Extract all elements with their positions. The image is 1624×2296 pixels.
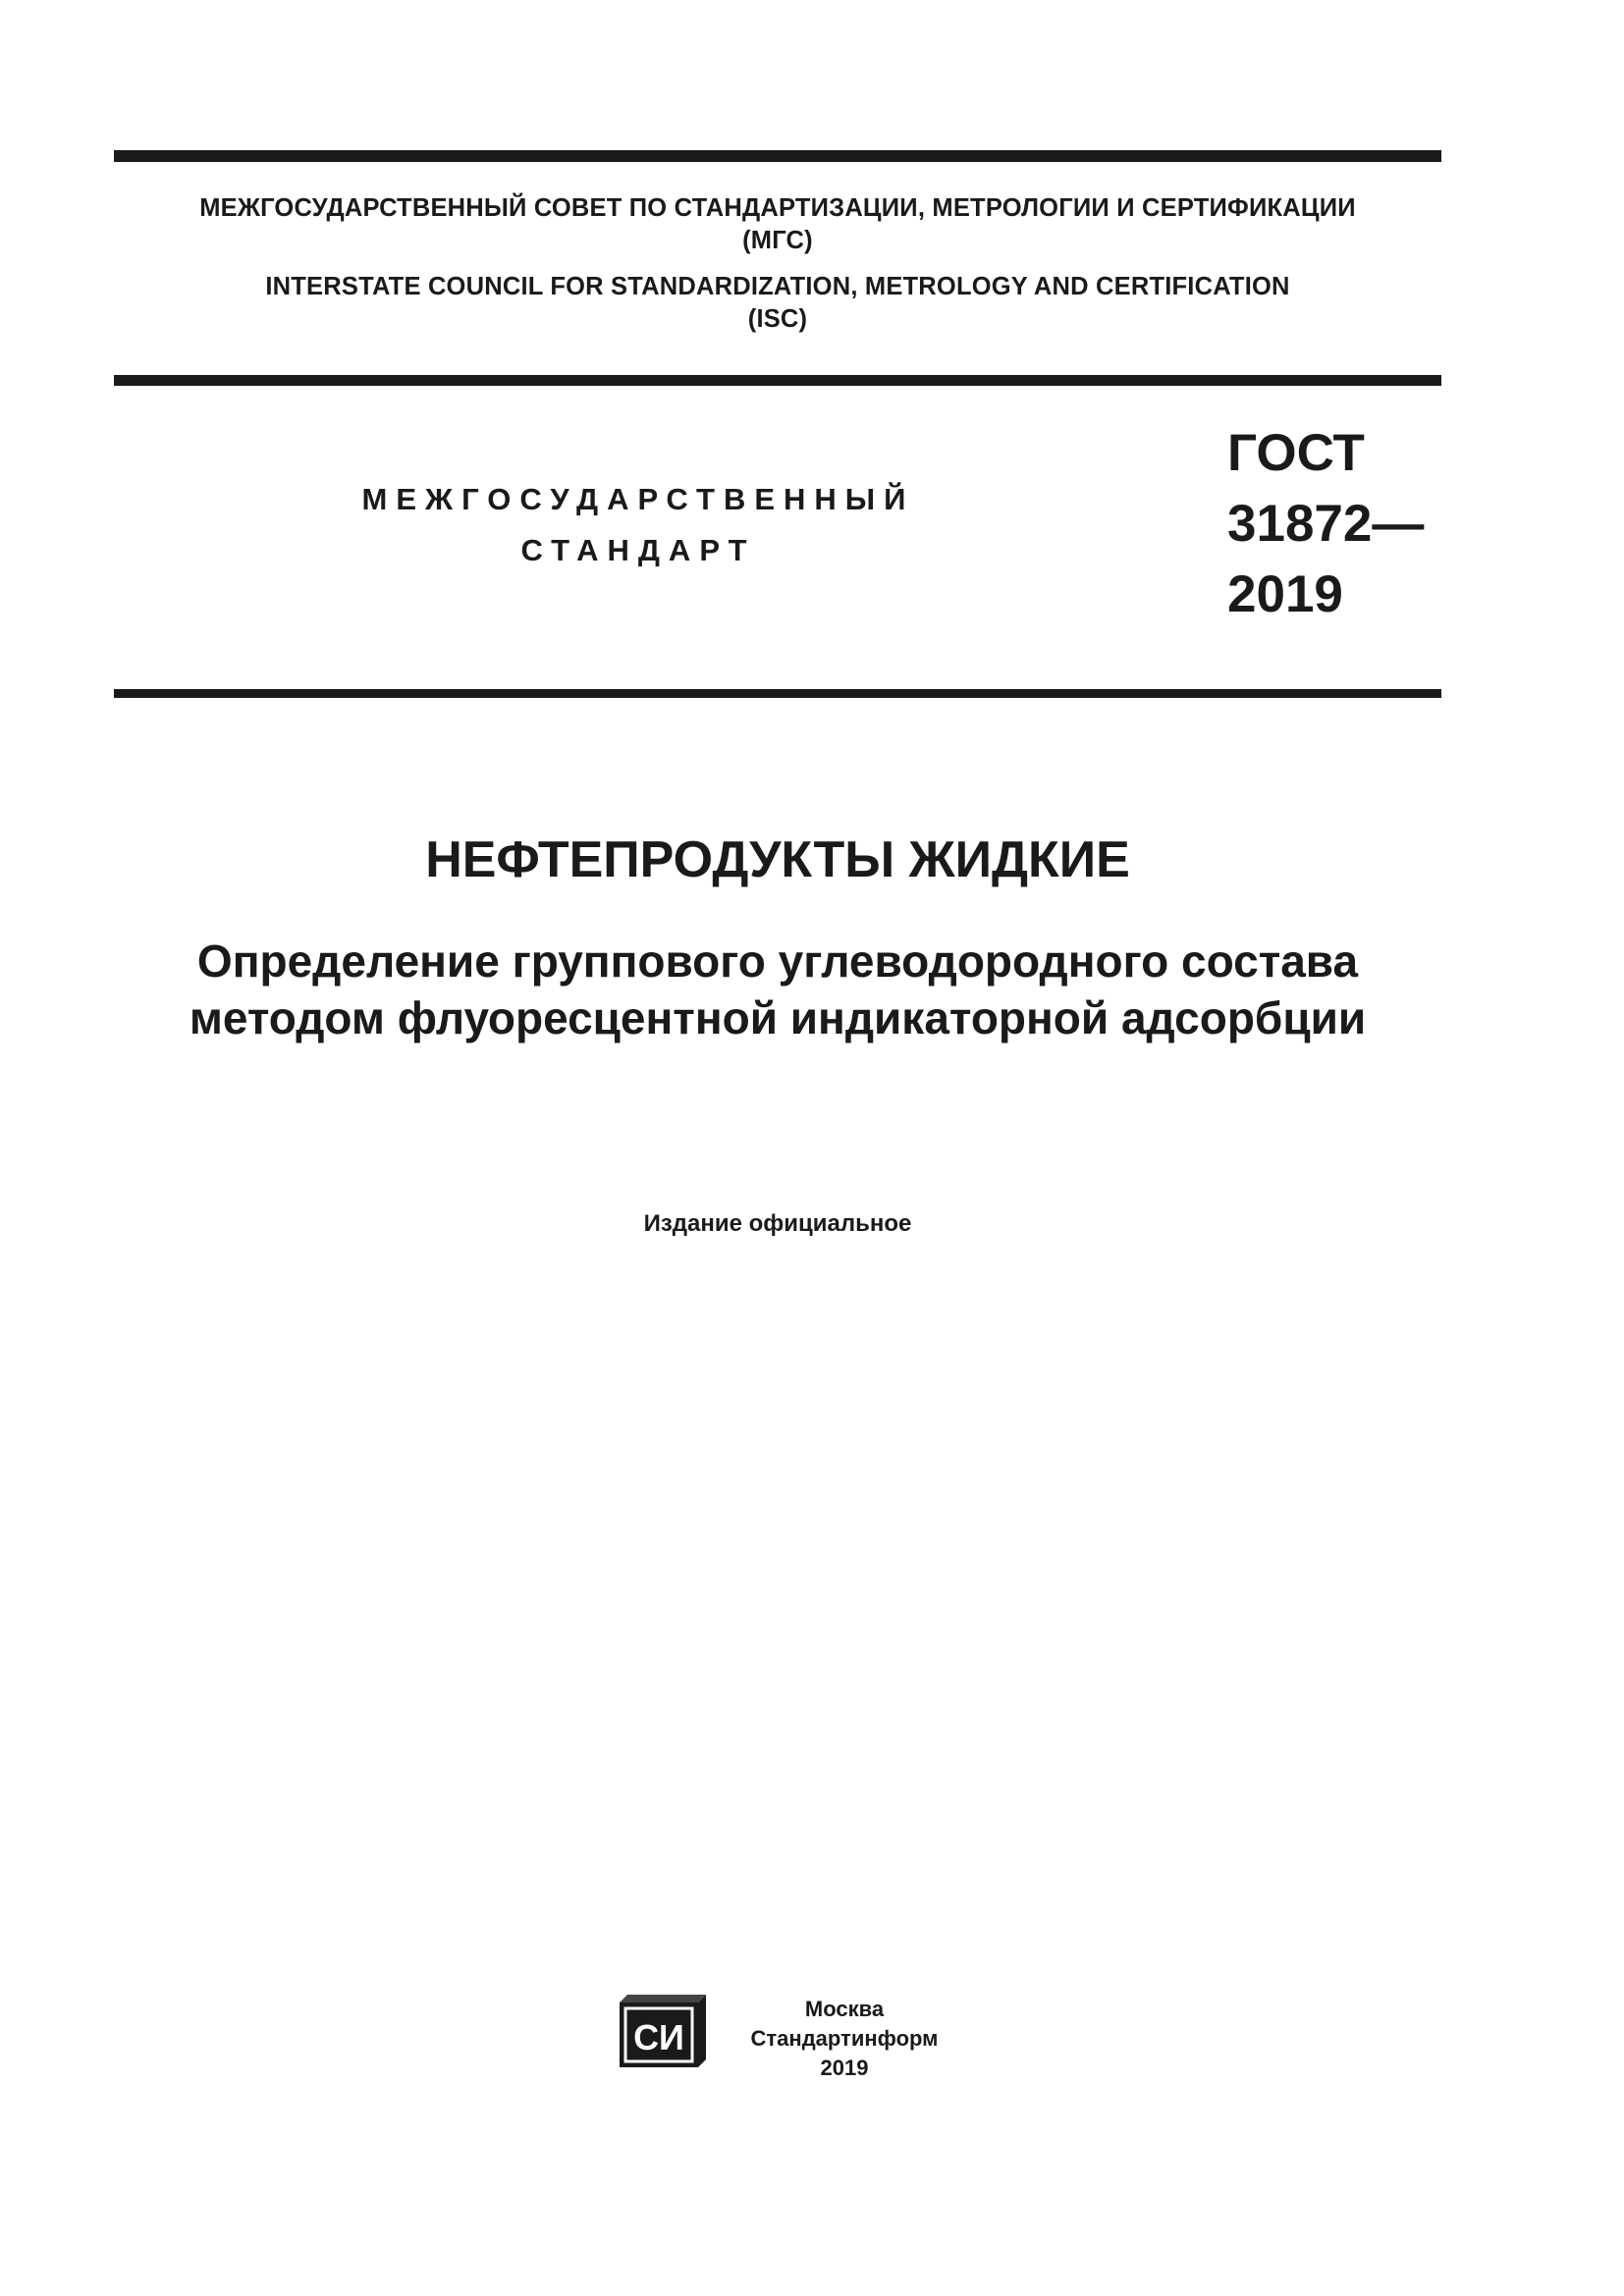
publisher-logo-icon	[616, 1993, 710, 2069]
standard-label-line1: МЕЖГОСУДАРСТВЕННЫЙ	[361, 482, 915, 516]
publisher-city: Москва	[804, 1997, 885, 2021]
gost-year: 2019	[1227, 565, 1343, 623]
council-en-name: INTERSTATE COUNCIL FOR STANDARDIZATION, METROLOGY AND CERTIFICATION	[265, 273, 1290, 300]
document-title: НЕФТЕПРОДУКТЫ ЖИДКИЕ	[425, 831, 1130, 888]
edition-label: Издание официальное	[643, 1210, 912, 1237]
council-en-abbr: (ISC)	[747, 305, 808, 333]
standard-label-line2: СТАНДАРТ	[520, 533, 756, 567]
gost-word: ГОСТ	[1227, 424, 1365, 482]
top-rule	[114, 150, 1441, 162]
publisher-name: Стандартинформ	[750, 2026, 939, 2051]
council-ru-abbr: (МГС)	[742, 227, 813, 254]
standard-type-label	[295, 474, 982, 576]
subtitle-line1: Определение группового углеводородного состава	[196, 935, 1359, 987]
lower-rule	[114, 689, 1441, 698]
council-ru-name: МЕЖГОСУДАРСТВЕННЫЙ СОВЕТ ПО СТАНДАРТИЗАЦИИ, МЕТРОЛОГИИ И СЕРТИФИКАЦИИ	[199, 194, 1356, 222]
gost-designation	[1227, 418, 1424, 630]
gost-number: 31872—	[1227, 495, 1425, 553]
publisher-year: 2019	[820, 2056, 869, 2080]
publisher-block	[727, 1995, 962, 2083]
subtitle-line2: методом флуоресцентной индикаторной адсорбции	[189, 992, 1367, 1043]
council-header	[114, 192, 1441, 336]
document-subtitle	[114, 933, 1441, 1046]
publisher-logo-text: СИ	[633, 2017, 684, 2057]
middle-rule	[114, 375, 1441, 386]
